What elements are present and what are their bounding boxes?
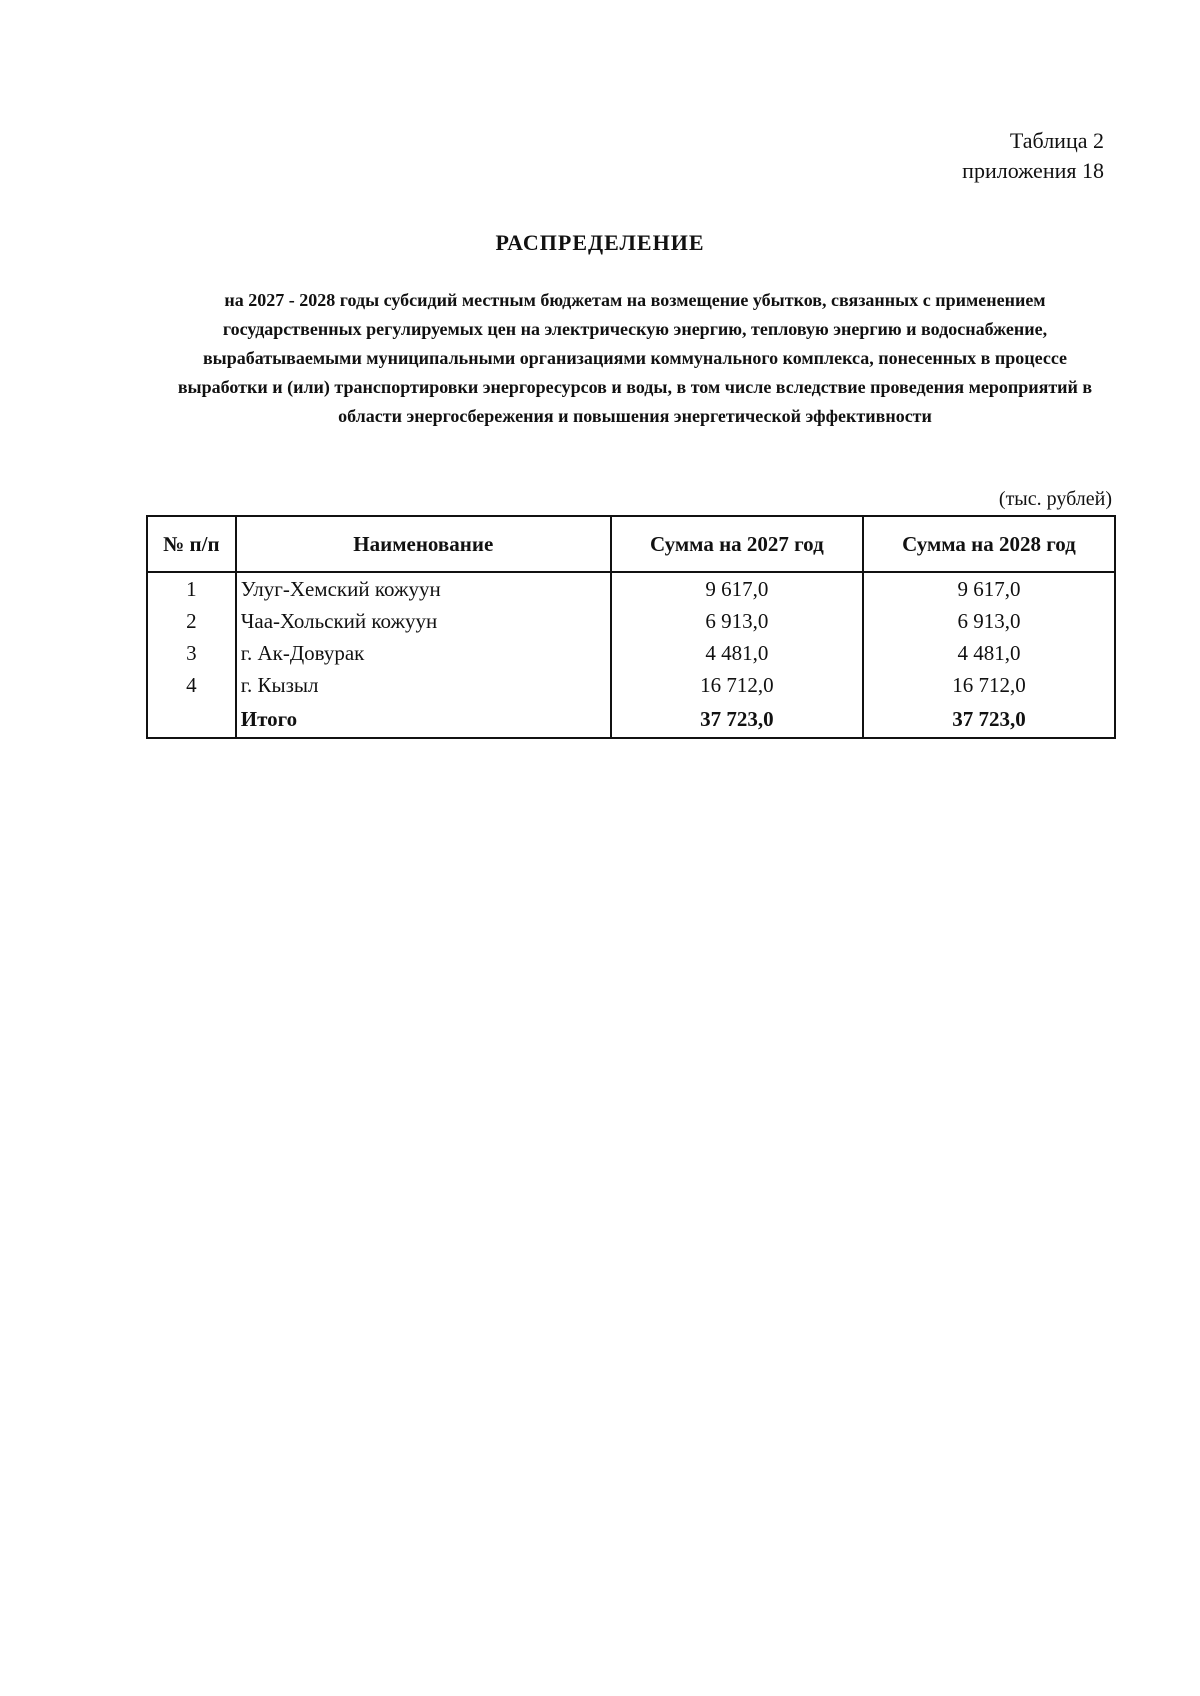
table-reference [962,126,1104,186]
header-2027: Сумма на 2027 год [611,516,863,572]
row-name: Чаа-Хольский кожуун [236,605,611,637]
table-row [147,637,1115,669]
row-amount-2028: 9 617,0 [863,572,1115,605]
header-2028: Сумма на 2028 год [863,516,1115,572]
table-number: Таблица 2 [1009,128,1104,153]
document-subtitle: на 2027 - 2028 годы субсидий местным бюджетам на возмещение убытков, связанных с применением государственных регулируемых цен на электрическую энергию, тепловую энергию и водоснабжение, вырабатываемыми муниципальными организациями коммунального комплекса, понесенных в процессе выработки и (или) транспортировки энергоресурсов и воды, в том числе вследствие проведения мероприятий в области энергосбережения и повышения энергетической эффективности [177,290,1093,426]
total-label: Итого [236,701,611,738]
row-number: 3 [147,637,236,669]
row-number: 2 [147,605,236,637]
appendix-number: приложения 18 [962,158,1104,183]
units-label: (тыс. рублей) [998,488,1112,510]
row-amount-2028: 6 913,0 [863,605,1115,637]
distribution-table [146,515,1116,739]
table-header-row [147,516,1115,572]
table-row [147,572,1115,605]
header-name: Наименование [236,516,611,572]
row-amount-2028: 16 712,0 [863,669,1115,701]
row-number: 4 [147,669,236,701]
row-amount-2027: 9 617,0 [611,572,863,605]
row-amount-2027: 4 481,0 [611,637,863,669]
total-amount-2027: 37 723,0 [611,701,863,738]
row-name: г. Ак-Довурак [236,637,611,669]
row-number: 1 [147,572,236,605]
row-amount-2027: 6 913,0 [611,605,863,637]
table-row [147,605,1115,637]
row-name: Улуг-Хемский кожуун [236,572,611,605]
row-amount-2027: 16 712,0 [611,669,863,701]
total-amount-2028: 37 723,0 [863,701,1115,738]
row-amount-2028: 4 481,0 [863,637,1115,669]
header-number: № п/п [147,516,236,572]
row-name: г. Кызыл [236,669,611,701]
total-row [147,701,1115,738]
total-number-cell [147,701,236,738]
table-row [147,669,1115,701]
document-title: РАСПРЕДЕЛЕНИЕ [495,230,705,255]
